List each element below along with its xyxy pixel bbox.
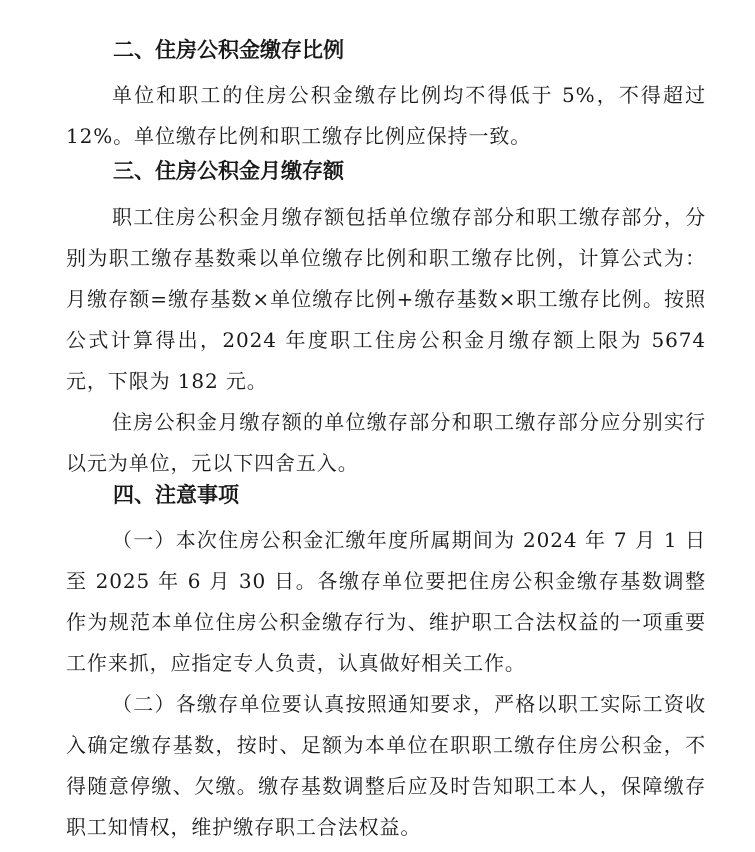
section-4-heading: 四、注意事项 [113, 483, 239, 507]
section-3-heading: 三、住房公积金月缴存额 [113, 159, 344, 183]
section-2-paragraph-1: 单位和职工的住房公积金缴存比例均不得低于 5%，不得超过 12%。单位缴存比例和职工缴存比例应保持一致。 [66, 83, 706, 148]
section-2-heading: 二、住房公积金缴存比例 [113, 38, 344, 62]
section-3-paragraph-2: 住房公积金月缴存额的单位缴存部分和职工缴存部分应分别实行以元为单位，元以下四舍五入。 [66, 410, 706, 475]
section-4-paragraph-1: （一）本次住房公积金汇缴年度所属期间为 2024 年 7 月 1 日至 2025 年 6 月 30 日。各缴存单位要把住房公积金缴存基数调整作为规范本单位住房公积金缴存行为、维护职工合法权益的一项重要工作来抓，应指定专人负责，认真做好相关工作。 [66, 528, 706, 675]
section-3-paragraph-1: 职工住房公积金月缴存额包括单位缴存部分和职工缴存部分，分别为职工缴存基数乘以单位缴存比例和职工缴存比例，计算公式为：月缴存额=缴存基数×单位缴存比例+缴存基数×职工缴存比例。按照公式计算得出，2024 年度职工住房公积金月缴存额上限为 5674 元，下限为 182 元。 [66, 205, 706, 393]
section-4-paragraph-2: （二）各缴存单位要认真按照通知要求，严格以职工实际工资收入确定缴存基数，按时、足额为本单位在职职工缴存住房公积金，不得随意停缴、欠缴。缴存基数调整后应及时告知职工本人，保障缴存职工知情权，维护缴存职工合法权益。 [66, 692, 706, 839]
